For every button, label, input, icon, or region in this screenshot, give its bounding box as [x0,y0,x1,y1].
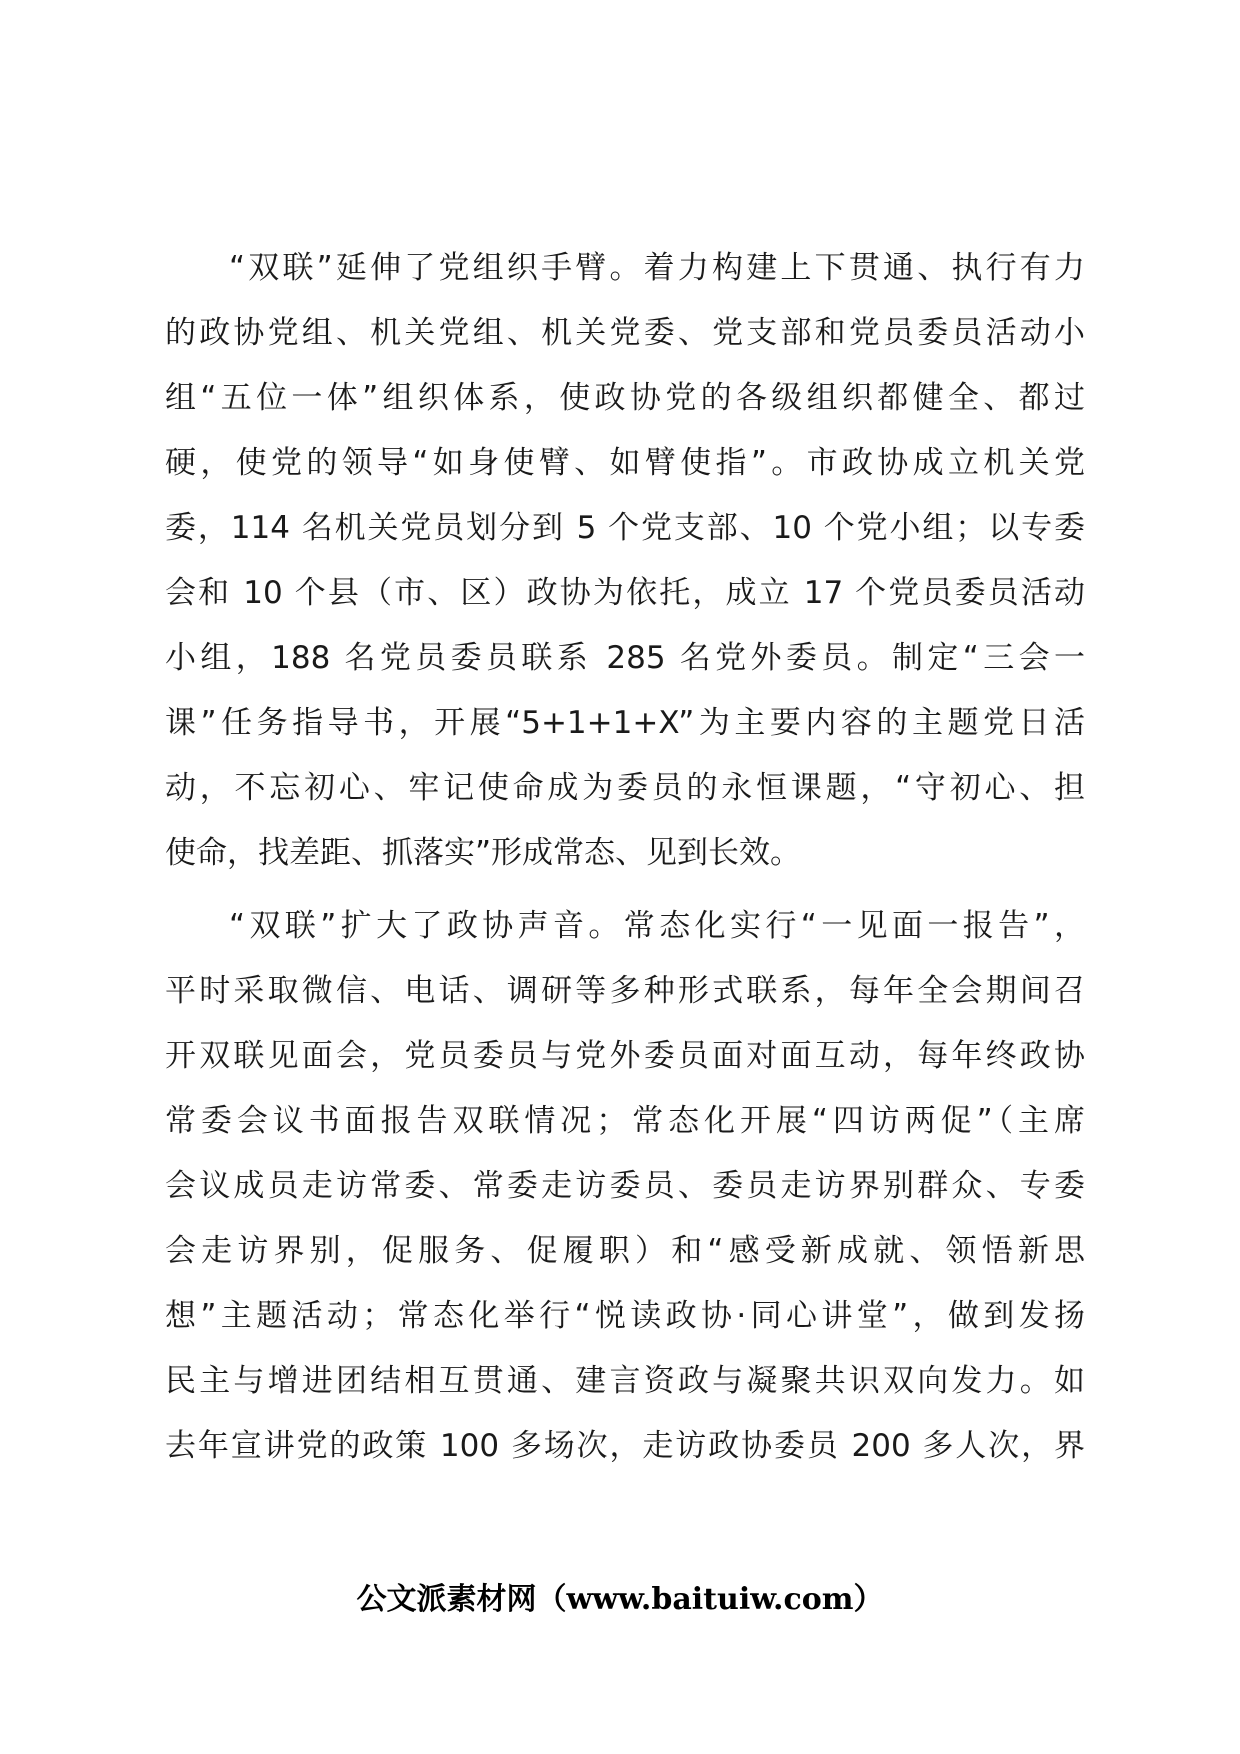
page-footer: 公文派素材网（www.baituiw.com） [356,1582,884,1617]
paragraph-line: 使命，找差距、抓落实”形成常态、见到长效。 [165,835,802,871]
paragraph-line: 平时采取微信、电话、调研等多种形式联系，每年全会期间召 [165,973,1085,1009]
document-body [165,236,1085,1487]
paragraph-line: 常委会议书面报告双联情况；常态化开展“四访两促”（主席 [165,1103,1085,1139]
paragraph-line: 会和 10 个县（市、区）政协为依托，成立 17 个党员委员活动 [165,575,1085,611]
paragraph-line: 组“五位一体”组织体系，使政协党的各级组织都健全、都过 [165,380,1085,416]
paragraph-line: “双联”扩大了政协声音。常态化实行“一见面一报告”， [229,908,1085,944]
paragraph-line: 想”主题活动；常态化举行“悦读政协·同心讲堂”，做到发扬 [165,1298,1085,1334]
paragraph-line: “双联”延伸了党组织手臂。着力构建上下贯通、执行有力 [229,250,1085,286]
paragraph-line: 会议成员走访常委、常委走访委员、委员走访界别群众、专委 [165,1168,1085,1204]
paragraph-line: 开双联见面会，党员委员与党外委员面对面互动，每年终政协 [165,1038,1085,1074]
paragraph-line: 委，114 名机关党员划分到 5 个党支部、10 个党小组；以专委 [165,510,1085,546]
paragraph-line: 课”任务指导书，开展“5+1+1+X”为主要内容的主题党日活 [165,705,1085,741]
paragraph-line: 民主与增进团结相互贯通、建言资政与凝聚共识双向发力。如 [165,1363,1085,1399]
paragraph-line: 去年宣讲党的政策 100 多场次，走访政协委员 200 多人次，界 [165,1428,1085,1464]
paragraph-line: 会走访界别，促服务、促履职）和“感受新成就、领悟新思 [165,1233,1085,1269]
paragraph-line: 的政协党组、机关党组、机关党委、党支部和党员委员活动小 [165,315,1085,351]
paragraph-2 [165,894,1085,1479]
paragraph-line: 动，不忘初心、牢记使命成为委员的永恒课题，“守初心、担 [165,770,1085,806]
paragraph-1 [165,236,1085,886]
paragraph-line: 硬，使党的领导“如身使臂、如臂使指”。市政协成立机关党 [165,445,1085,481]
paragraph-line: 小组，188 名党员委员联系 285 名党外委员。制定“三会一 [165,640,1085,676]
